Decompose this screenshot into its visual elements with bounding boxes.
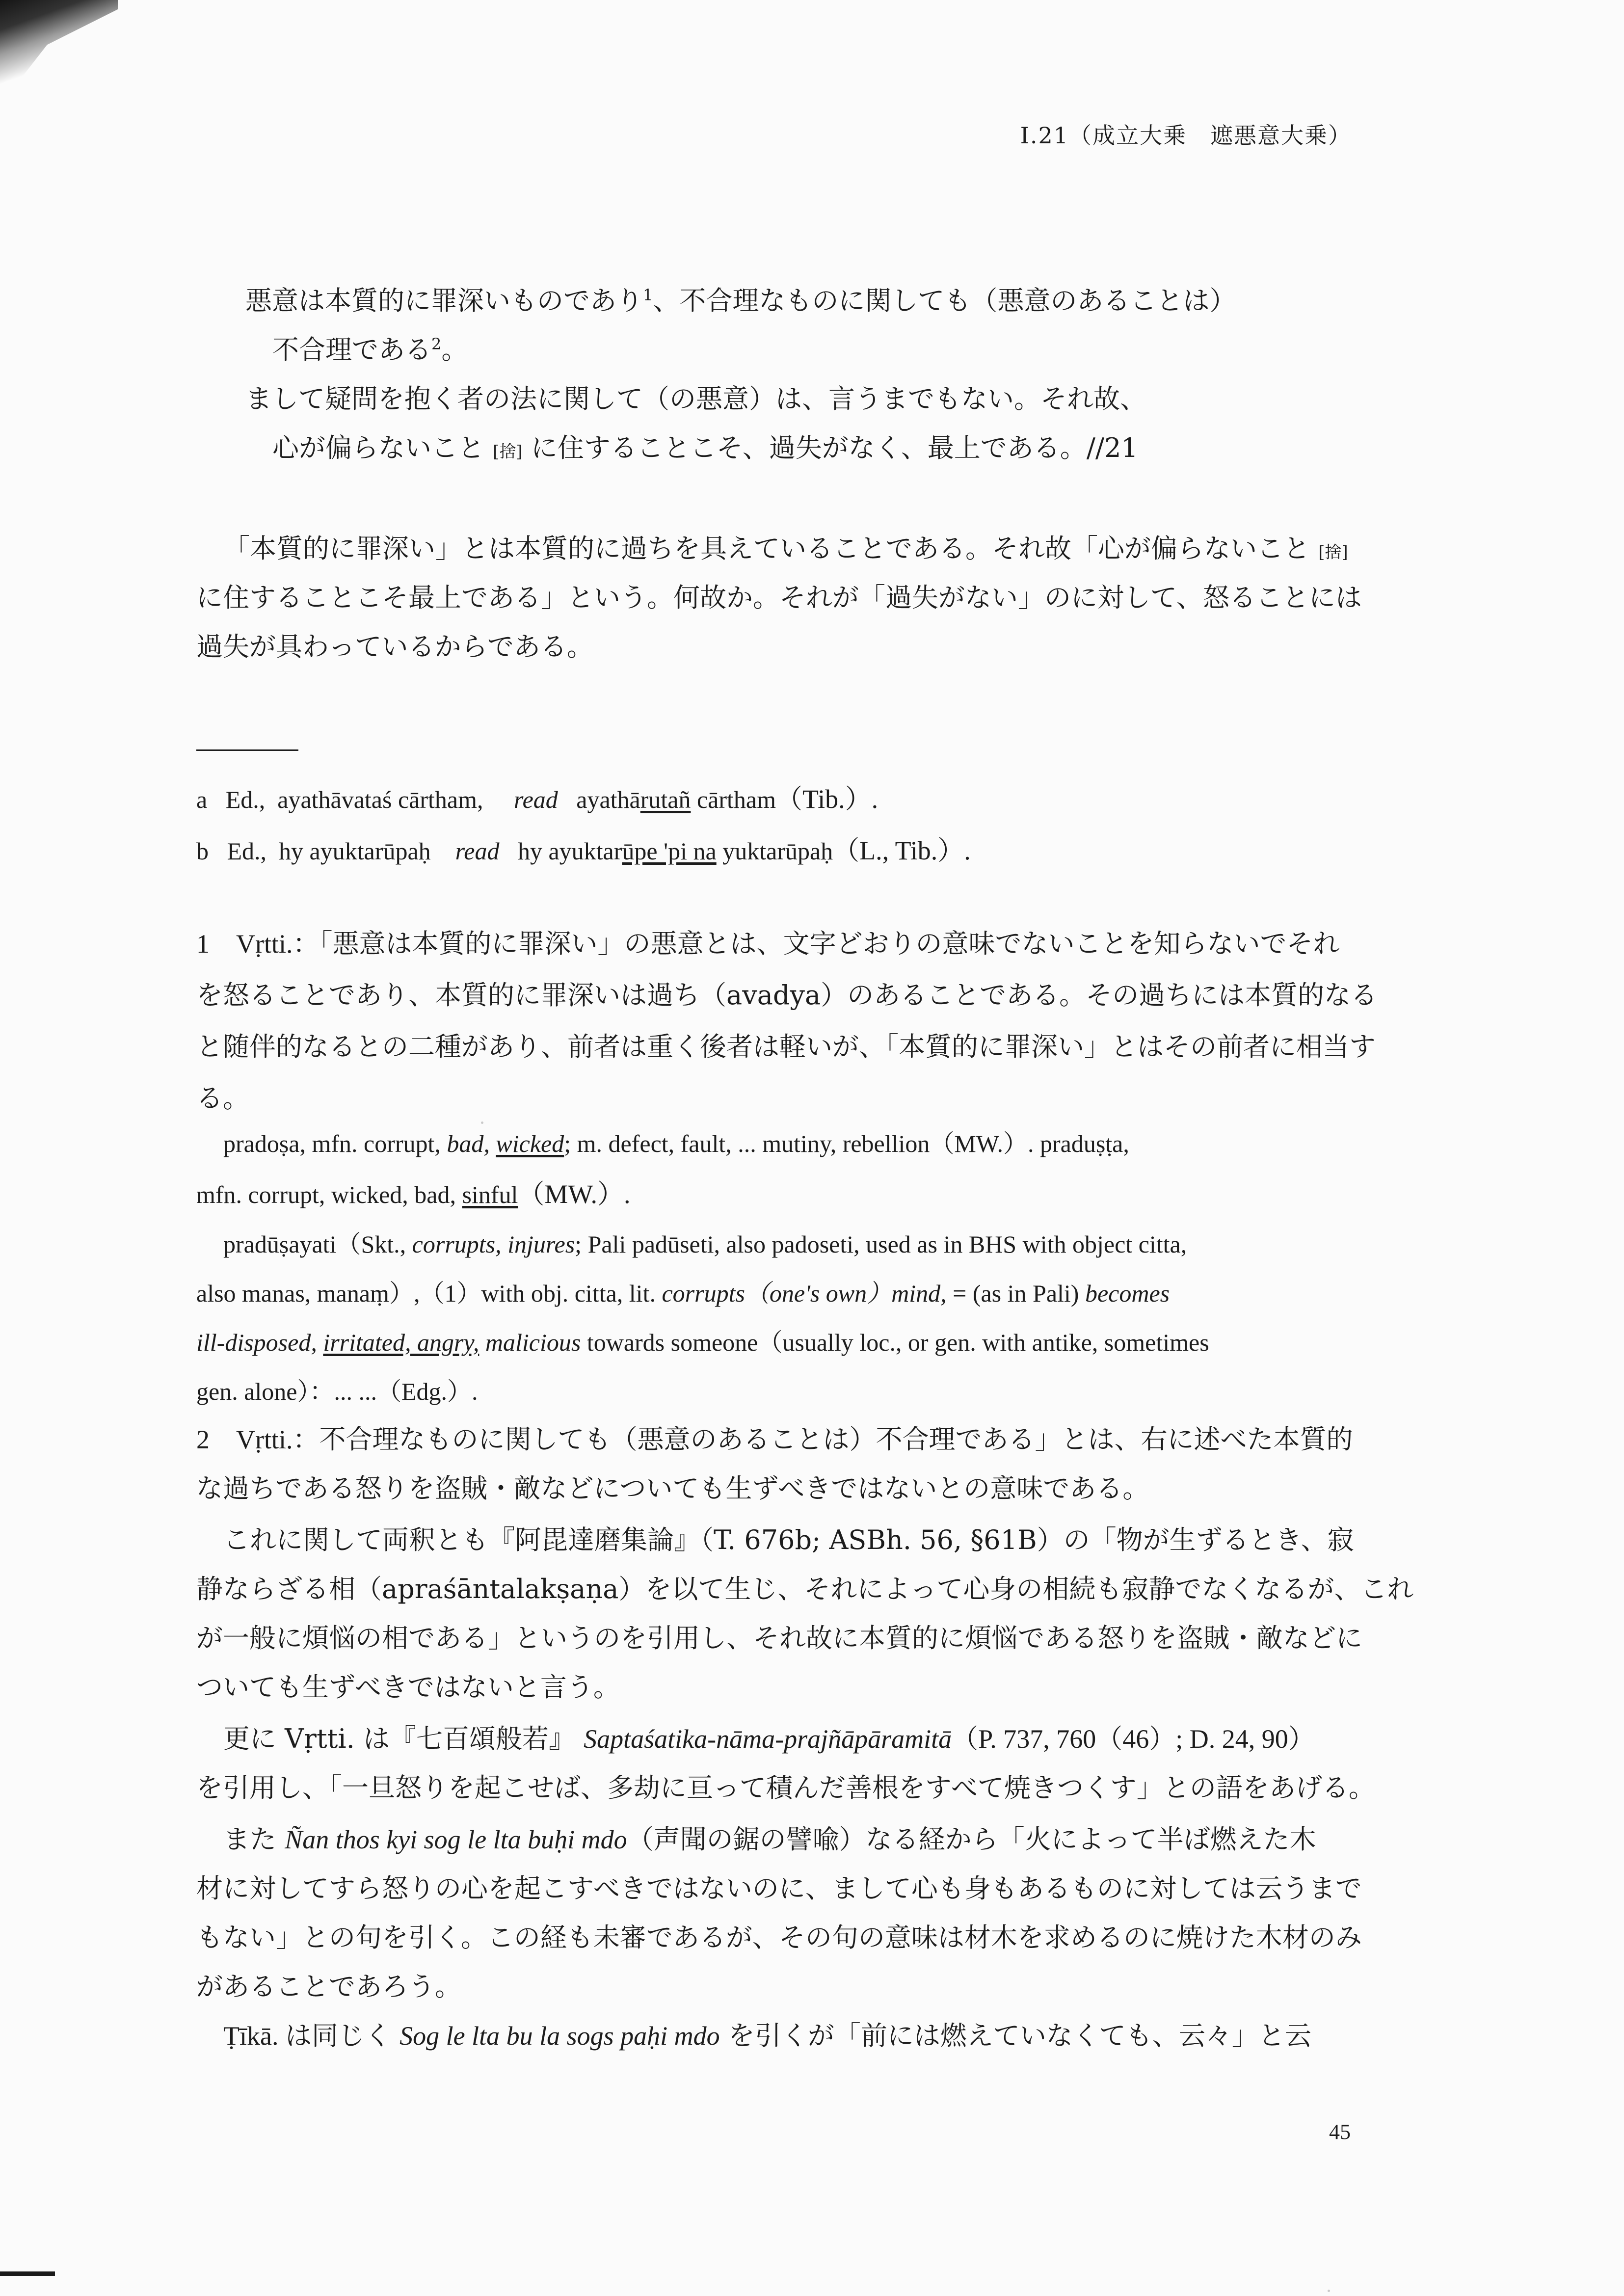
verse-line-4: 心が偏らないこと [捨] に住することこそ、過失がなく、最上である。//21: [272, 432, 1138, 463]
note1-bhs-line-3: ill-disposed, irritated, angry, malicious towards someone（usually loc., or gen. with antike, sometimes: [196, 1329, 1209, 1356]
commentary-line-1: 「本質的に罪深い」とは本質的に過ちを具えていることである。それ故「心が偏らないこと [捨]: [223, 533, 1348, 564]
note2-line-5: が一般に煩悩の相である」というのを引用し、それ故に本質的に煩悩である怒りを盗賊・敵などに: [196, 1623, 1362, 1654]
note1-line-3: と随伴的なるとの二種があり、前者は重く後者は軽いが、「本質的に罪深い」とはその前者に相当す: [196, 1031, 1376, 1062]
page-number: 45: [1329, 2120, 1351, 2144]
scan-corner-shadow: [0, 0, 118, 93]
footnote-ref-2: 2: [431, 335, 442, 353]
note1-bhs-line-1: pradūṣayati（Skt., corrupts, injures; Pali padūseti, also padoseti, used as in BHS with object citta,: [223, 1230, 1187, 1258]
scan-edge-mark: [0, 2271, 55, 2276]
verse-line-2: 不合理である$^2$。: [272, 334, 468, 365]
note1-line-4: る。: [196, 1083, 249, 1114]
note2-line-6: ついても生ずべきではないと言う。: [196, 1672, 620, 1703]
note2-line-8: を引用し、「一旦怒りを起こせば、多劫に亘って積んだ善根をすべて焼きつくす」との語をあげる。: [196, 1772, 1375, 1803]
note2-line-13: Ṭīkā. は同じく Sog le lta bu la sogs paḥi mdo を引くが「前には燃えていなくても、云々」と云: [223, 2020, 1311, 2051]
note1-mw-line-2: mfn. corrupt, wicked, bad, sinful（MW.）.: [196, 1179, 631, 1209]
verse-line-3: まして疑問を抱く者の法に関して（の悪意）は、言うまでもない。それ故、: [245, 383, 1146, 414]
footnote-ref-1: 1: [643, 286, 653, 304]
footnote-separator: [196, 749, 298, 751]
note2-line-4: 静ならざる相（apraśāntalakṣaṇa）を以て生じ、それによって心身の相続も寂静でなくなるが、これ: [196, 1574, 1414, 1604]
note1-line-2: を怒ることであり、本質的に罪深いは過ち（avadya）のあることである。その過ちには本質的なる: [196, 980, 1378, 1011]
note2-line-7: 更に Vṛtti. は『七百頌般若』 Saptaśatika-nāma-prajñāpāramitā（P. 737, 760（46）; D. 24, 90）: [223, 1723, 1315, 1754]
note1-bhs-line-2: also manas, manaṃ）,（1）with obj. citta, lit. corrupts（one's own）mind, = (as in Pali) becomes: [196, 1280, 1170, 1307]
scan-speck: [1328, 2290, 1330, 2292]
note2-line-12: があることであろう。: [196, 1971, 461, 2002]
note2-line-3: これに関して両釈とも『阿毘達磨集論』（T. 676b; ASBh. 56, §61B）の「物が生ずるとき、寂: [223, 1524, 1354, 1555]
commentary-line-3: 過失が具わっているからである。: [196, 631, 593, 662]
note1-bhs-line-4: gen. alone）：... ...（Edg.）.: [196, 1378, 478, 1405]
textnote-a: a Ed., ayathāvataś cārtham, read ayathārutañ cārtham（Tib.）.: [196, 784, 879, 814]
note1-mw-line-1: pradoṣa, mfn. corrupt, bad, wicked; m. defect, fault, ... mutiny, rebellion（MW.）. praduṣṭa,: [223, 1130, 1129, 1157]
note2-line-1: 2 Vṛtti.：不合理なものに関しても（悪意のあることは）不合理である」とは、右に述べた本質的: [196, 1424, 1353, 1455]
note1-line-1: 1 Vṛtti.：「悪意は本質的に罪深い」の悪意とは、文字どおりの意味でないことを知らないでそれ: [196, 928, 1340, 959]
running-header: I.21（成立大乗 遮悪意大乗）: [1020, 122, 1352, 149]
textnote-b: b Ed., hy ayuktarūpaḥ read hy ayuktarūpe 'pi na yuktarūpaḥ（L., Tib.）.: [196, 836, 971, 865]
commentary-line-2: に住することこそ最上である」という。何故か。それが「過失がない」のに対して、怒ることには: [196, 582, 1362, 613]
note2-line-2: な過ちである怒りを盗賊・敵などについても生ずべきではないとの意味である。: [196, 1473, 1149, 1504]
note2-line-10: 材に対してすら怒りの心を起こすべきではないのに、まして心も身もあるものに対しては云うまで: [196, 1873, 1362, 1904]
verse-line-1: 悪意は本質的に罪深いものであり$^1$、不合理なものに関しても（悪意のあることは）: [245, 285, 1236, 316]
note2-line-11: もない」との句を引く。この経も未審であるが、その句の意味は材木を求めるのに焼けた木材のみ: [196, 1922, 1362, 1953]
note2-line-9: また Ñan thos kyi sog le lta buḥi mdo（声聞の鋸の譬喩）なる経から「火によって半ば燃えた木: [223, 1824, 1316, 1855]
